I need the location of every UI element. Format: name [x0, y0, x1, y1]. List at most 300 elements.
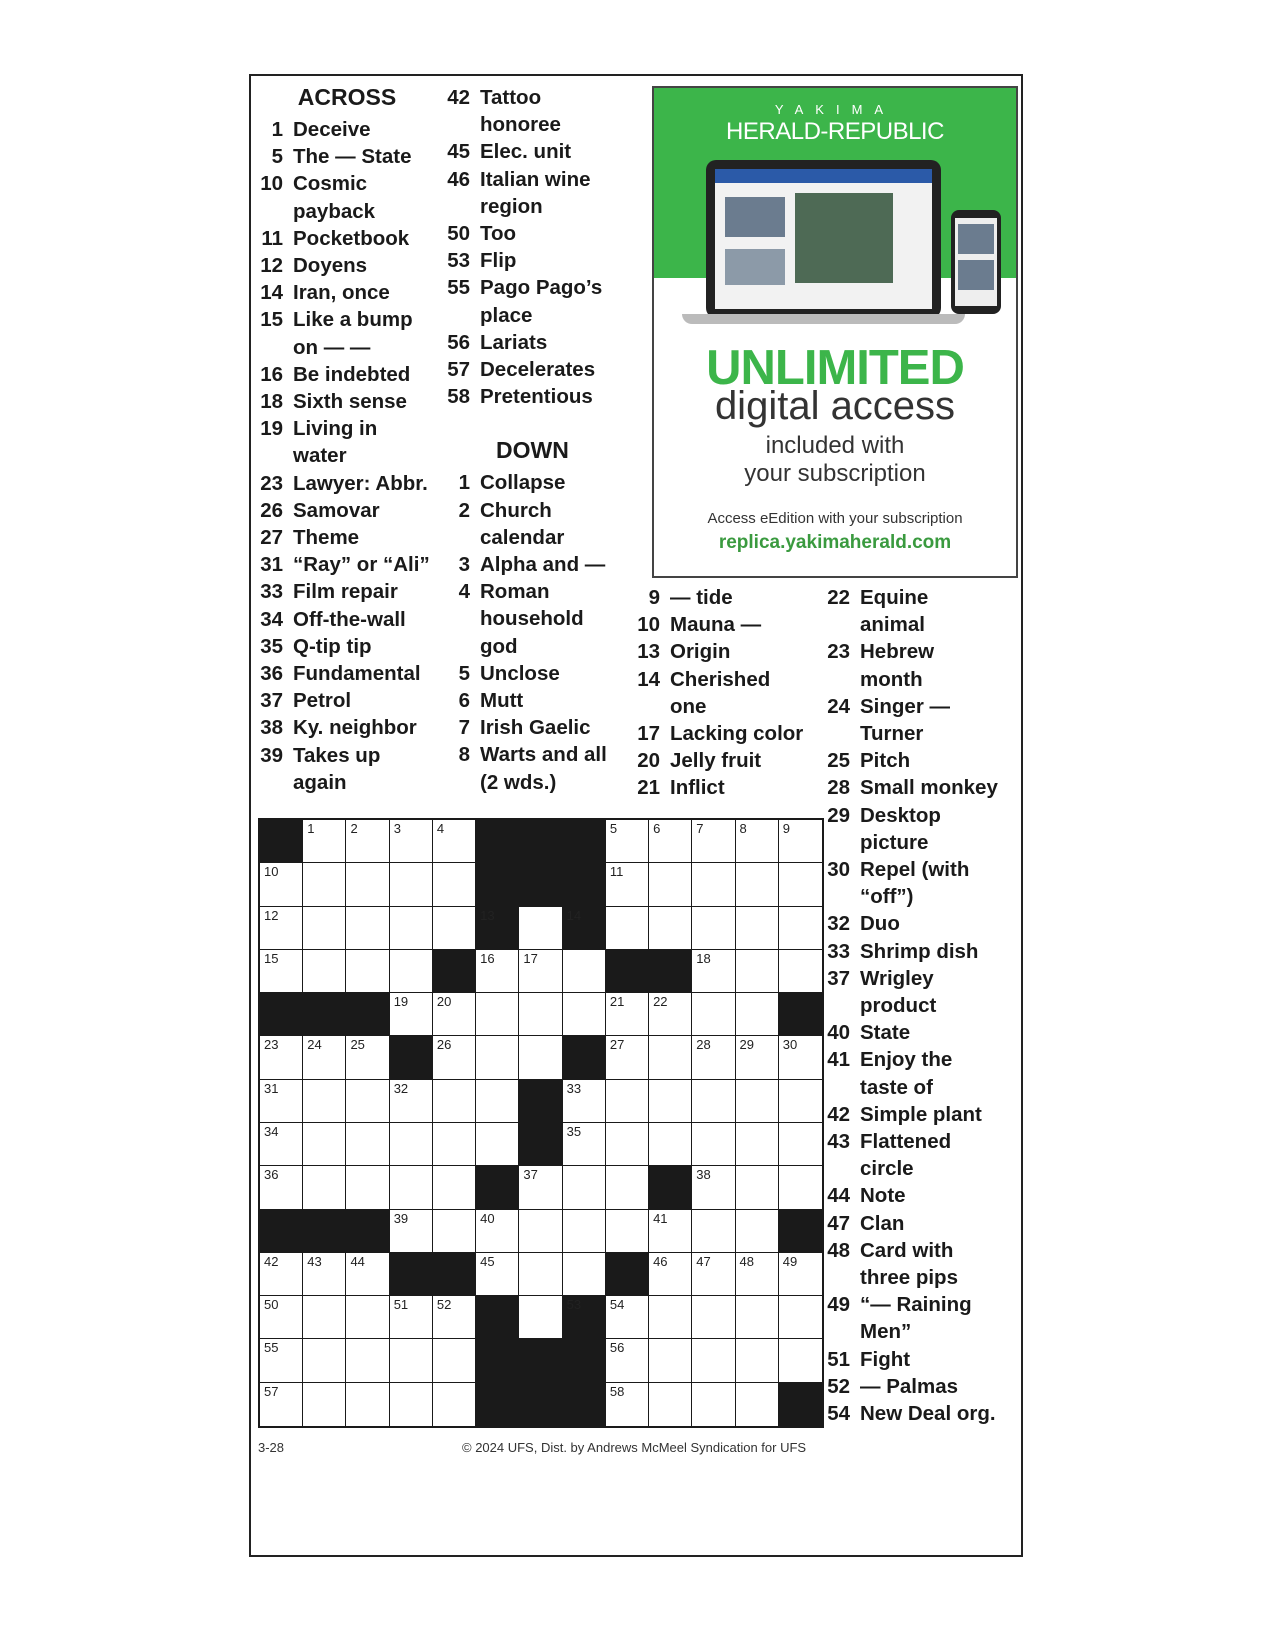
- grid-cell[interactable]: [649, 1383, 692, 1426]
- grid-cell[interactable]: [390, 1296, 433, 1339]
- grid-cell[interactable]: [260, 1080, 303, 1123]
- grid-cell[interactable]: [433, 993, 476, 1036]
- grid-cell[interactable]: [390, 907, 433, 950]
- grid-block: [519, 820, 562, 863]
- grid-cell[interactable]: [260, 1166, 303, 1209]
- clue-line: Italian wine: [480, 167, 591, 191]
- grid-cell[interactable]: [606, 907, 649, 950]
- cell-number: 20: [436, 994, 452, 1010]
- clue-item: [826, 938, 1016, 965]
- clue-text: [860, 693, 1016, 747]
- grid-block: [476, 1296, 519, 1339]
- grid-block: [476, 863, 519, 906]
- grid-cell[interactable]: [390, 1166, 433, 1209]
- clue-line: payback: [293, 199, 376, 223]
- grid-cell[interactable]: [476, 1036, 519, 1079]
- clue-item: [826, 802, 1016, 856]
- clue-line: Warts and all: [480, 743, 607, 767]
- grid-cell[interactable]: [303, 1296, 346, 1339]
- grid-block: [476, 820, 519, 863]
- grid-block: [779, 1383, 822, 1426]
- grid-cell[interactable]: [692, 993, 735, 1036]
- clue-line: again: [293, 770, 347, 794]
- ad-tagline: included with your subscription: [744, 432, 926, 487]
- grid-cell[interactable]: [519, 1253, 562, 1296]
- clue-item: [826, 910, 1016, 937]
- cell-number: 52: [436, 1297, 452, 1313]
- grid-cell[interactable]: [692, 1080, 735, 1123]
- grid-cell[interactable]: [736, 1339, 779, 1382]
- cell-number: 8: [739, 821, 747, 836]
- clue-item: [446, 551, 632, 578]
- grid-cell[interactable]: [649, 1339, 692, 1382]
- grid-cell[interactable]: [390, 1123, 433, 1166]
- cell-number: 17: [523, 950, 538, 966]
- clue-item: [826, 1210, 1016, 1237]
- grid-block: [649, 1166, 692, 1209]
- grid-cell[interactable]: [692, 1210, 735, 1253]
- clue-item: [446, 741, 632, 795]
- grid-cell[interactable]: [346, 1339, 389, 1382]
- grid-cell[interactable]: [736, 1166, 779, 1209]
- clue-line: Too: [480, 222, 517, 246]
- clue-text: [480, 274, 632, 328]
- grid-cell[interactable]: [346, 1296, 389, 1339]
- clue-number: 6: [458, 689, 470, 713]
- grid-cell[interactable]: [736, 863, 779, 906]
- clue-line: Doyens: [293, 254, 368, 278]
- grid-cell[interactable]: [260, 1296, 303, 1339]
- grid-block: [519, 1080, 562, 1123]
- grid-cell[interactable]: [433, 1383, 476, 1426]
- grid-cell[interactable]: [736, 950, 779, 993]
- grid-cell[interactable]: [260, 1123, 303, 1166]
- clue-text: [293, 578, 435, 605]
- grid-cell[interactable]: [346, 1036, 389, 1079]
- clue-number: 4: [458, 580, 470, 604]
- grid-cell[interactable]: [390, 1080, 433, 1123]
- clue-number: 36: [260, 662, 283, 686]
- cell-number: 13: [480, 907, 495, 923]
- clue-line: Unclose: [480, 661, 560, 685]
- grid-cell[interactable]: [433, 1036, 476, 1079]
- grid-cell[interactable]: [779, 1339, 822, 1382]
- grid-cell[interactable]: [519, 1296, 562, 1339]
- clue-line: Clan: [860, 1211, 905, 1235]
- grid-block: [476, 1166, 519, 1209]
- grid-cell[interactable]: [476, 993, 519, 1036]
- grid-cell[interactable]: [779, 863, 822, 906]
- clue-item: [826, 1128, 1016, 1182]
- clue-line: Pago Pago’s: [480, 276, 603, 300]
- clue-item: [636, 638, 816, 665]
- grid-cell[interactable]: [303, 1123, 346, 1166]
- grid-cell[interactable]: [736, 907, 779, 950]
- grid-cell[interactable]: [390, 820, 433, 863]
- clue-text: [860, 1237, 1016, 1291]
- clue-line: Inflict: [670, 776, 725, 800]
- grid-cell[interactable]: [260, 950, 303, 993]
- grid-cell[interactable]: [779, 1166, 822, 1209]
- grid-cell[interactable]: [433, 863, 476, 906]
- grid-cell[interactable]: [736, 820, 779, 863]
- clue-text: [293, 143, 435, 170]
- grid-block: [390, 1253, 433, 1296]
- clue-line: god: [480, 634, 518, 658]
- grid-cell[interactable]: [563, 1253, 606, 1296]
- grid-cell[interactable]: [303, 1383, 346, 1426]
- grid-cell[interactable]: [390, 1383, 433, 1426]
- grid-cell[interactable]: [563, 1080, 606, 1123]
- grid-cell[interactable]: [563, 950, 606, 993]
- clue-item: [826, 638, 1016, 692]
- grid-cell[interactable]: [303, 1080, 346, 1123]
- clue-number: 34: [260, 607, 283, 631]
- grid-cell[interactable]: [649, 863, 692, 906]
- clue-text: [670, 584, 816, 611]
- grid-cell[interactable]: [346, 1383, 389, 1426]
- clue-item: [259, 742, 435, 796]
- grid-block: [519, 1383, 562, 1426]
- clue-item: [446, 329, 632, 356]
- grid-cell[interactable]: [649, 907, 692, 950]
- grid-cell[interactable]: [692, 1253, 735, 1296]
- grid-cell[interactable]: [606, 1210, 649, 1253]
- clue-line: “Ray” or “Ali”: [293, 553, 430, 577]
- grid-cell[interactable]: [692, 1383, 735, 1426]
- grid-cell[interactable]: [476, 1253, 519, 1296]
- clue-line: water: [293, 444, 347, 468]
- grid-cell[interactable]: [736, 1080, 779, 1123]
- grid-cell[interactable]: [260, 1383, 303, 1426]
- grid-cell[interactable]: [736, 1253, 779, 1296]
- grid-cell[interactable]: [563, 993, 606, 1036]
- grid-block: [476, 907, 519, 950]
- clue-item: [636, 774, 816, 801]
- grid-block: [476, 1339, 519, 1382]
- clue-number: 43: [827, 1130, 850, 1154]
- clue-line: Small monkey: [860, 776, 998, 800]
- grid-cell[interactable]: [476, 950, 519, 993]
- clue-list: [636, 584, 816, 802]
- clue-item: [826, 747, 1016, 774]
- grid-cell[interactable]: [433, 1296, 476, 1339]
- grid-cell[interactable]: [346, 820, 389, 863]
- clue-number: 22: [827, 586, 850, 609]
- grid-cell[interactable]: [736, 993, 779, 1036]
- clue-number: 33: [827, 939, 850, 963]
- clue-text: [293, 524, 435, 551]
- grid-cell[interactable]: [606, 820, 649, 863]
- clue-number: 26: [260, 498, 283, 522]
- clue-number: 21: [637, 776, 660, 800]
- clue-item: [636, 584, 816, 611]
- clue-item: [259, 225, 435, 252]
- clue-item: [826, 1101, 1016, 1128]
- grid-cell[interactable]: [606, 1166, 649, 1209]
- grid-cell[interactable]: [606, 1080, 649, 1123]
- cell-number: 15: [264, 950, 279, 966]
- clue-line: Alpha and —: [480, 553, 606, 577]
- grid-cell[interactable]: [390, 1339, 433, 1382]
- clue-item: [446, 84, 632, 138]
- clue-line: Ky. neighbor: [293, 716, 417, 740]
- grid-block: [563, 907, 606, 950]
- grid-cell[interactable]: [606, 1383, 649, 1426]
- grid-block: [519, 1123, 562, 1166]
- clue-text: [860, 938, 1016, 965]
- clue-text: [480, 356, 632, 383]
- grid-cell[interactable]: [692, 1123, 735, 1166]
- cell-number: 33: [566, 1080, 582, 1096]
- clue-text: [860, 1346, 1016, 1373]
- phone-illustration: [951, 210, 1001, 314]
- grid-cell[interactable]: [649, 1036, 692, 1079]
- grid-cell[interactable]: [303, 1339, 346, 1382]
- clue-text: [293, 279, 435, 306]
- grid-cell[interactable]: [260, 907, 303, 950]
- grid-cell[interactable]: [649, 820, 692, 863]
- grid-cell[interactable]: [303, 1166, 346, 1209]
- clue-number: 29: [827, 803, 850, 827]
- grid-cell[interactable]: [779, 950, 822, 993]
- subscription-ad[interactable]: [652, 86, 1018, 578]
- grid-cell[interactable]: [519, 1210, 562, 1253]
- grid-cell[interactable]: [433, 820, 476, 863]
- clue-list: [259, 116, 435, 796]
- grid-cell[interactable]: [433, 1123, 476, 1166]
- grid-cell[interactable]: [649, 1296, 692, 1339]
- grid-cell[interactable]: [433, 1210, 476, 1253]
- grid-cell[interactable]: [692, 1296, 735, 1339]
- cell-number: 3: [393, 821, 401, 836]
- grid-cell[interactable]: [779, 907, 822, 950]
- down-column-4: [826, 584, 1016, 1427]
- clue-item: [446, 220, 632, 247]
- grid-block: [563, 820, 606, 863]
- clue-item: [826, 1346, 1016, 1373]
- clue-list: [446, 469, 632, 795]
- clue-number: 42: [447, 86, 470, 109]
- clue-text: [860, 1128, 1016, 1182]
- cell-number: 58: [609, 1383, 625, 1399]
- grid-cell[interactable]: [692, 863, 735, 906]
- cell-number: 24: [307, 1037, 322, 1053]
- clue-number: 48: [827, 1238, 850, 1262]
- grid-block: [260, 1210, 303, 1253]
- crossword-grid[interactable]: [258, 818, 824, 1428]
- clue-text: [670, 720, 816, 747]
- clue-number: 11: [261, 226, 283, 250]
- grid-cell[interactable]: [390, 1210, 433, 1253]
- grid-block: [563, 1339, 606, 1382]
- clue-item: [446, 660, 632, 687]
- cell-number: 55: [264, 1340, 279, 1356]
- cell-number: 23: [264, 1037, 279, 1053]
- grid-cell[interactable]: [563, 1123, 606, 1166]
- grid-cell[interactable]: [260, 1036, 303, 1079]
- grid-cell[interactable]: [736, 1123, 779, 1166]
- clue-text: [670, 666, 816, 720]
- clue-number: 25: [827, 749, 850, 773]
- grid-cell[interactable]: [649, 1123, 692, 1166]
- clue-item: [826, 1182, 1016, 1209]
- grid-cell[interactable]: [606, 1123, 649, 1166]
- grid-block: [519, 863, 562, 906]
- clue-line: picture: [860, 830, 929, 854]
- grid-cell[interactable]: [779, 1036, 822, 1079]
- clue-line: — Palmas: [860, 1374, 958, 1398]
- grid-cell[interactable]: [346, 863, 389, 906]
- grid-cell[interactable]: [779, 820, 822, 863]
- clue-line: Cosmic: [293, 172, 368, 196]
- clue-line: Wrigley: [860, 966, 934, 990]
- grid-cell[interactable]: [519, 1036, 562, 1079]
- grid-cell[interactable]: [649, 1210, 692, 1253]
- clue-item: [259, 551, 435, 578]
- grid-cell[interactable]: [736, 1296, 779, 1339]
- clue-text: [293, 470, 435, 497]
- clue-item: [259, 687, 435, 714]
- grid-cell[interactable]: [779, 1080, 822, 1123]
- cell-number: 54: [609, 1297, 625, 1313]
- grid-cell[interactable]: [692, 950, 735, 993]
- clue-number: 41: [827, 1048, 850, 1072]
- grid-cell[interactable]: [433, 1166, 476, 1209]
- grid-cell[interactable]: [346, 1253, 389, 1296]
- grid-cell[interactable]: [692, 1036, 735, 1079]
- grid-cell[interactable]: [390, 993, 433, 1036]
- ad-url-link[interactable]: replica.yakimaherald.com: [718, 532, 952, 553]
- clue-line: Like a bump: [293, 308, 413, 332]
- grid-cell[interactable]: [346, 907, 389, 950]
- grid-cell[interactable]: [606, 993, 649, 1036]
- clue-line: Hebrew: [860, 640, 935, 664]
- grid-cell[interactable]: [346, 950, 389, 993]
- grid-cell[interactable]: [692, 820, 735, 863]
- clue-item: [826, 584, 1016, 638]
- ad-brand-top: YAKIMA: [774, 102, 896, 117]
- cell-number: 41: [653, 1210, 668, 1226]
- grid-cell[interactable]: [736, 1383, 779, 1426]
- clue-line: Desktop: [860, 803, 941, 827]
- grid-cell[interactable]: [692, 1166, 735, 1209]
- clue-number: 49: [827, 1293, 850, 1317]
- clue-text: [480, 329, 632, 356]
- grid-cell[interactable]: [692, 907, 735, 950]
- clue-number: 51: [827, 1347, 850, 1371]
- grid-cell[interactable]: [519, 907, 562, 950]
- clue-number: 14: [260, 281, 283, 305]
- clue-line: animal: [860, 613, 925, 637]
- clue-text: [293, 551, 435, 578]
- grid-cell[interactable]: [736, 1036, 779, 1079]
- grid-cell[interactable]: [563, 1166, 606, 1209]
- grid-cell[interactable]: [779, 1296, 822, 1339]
- clue-text: [860, 965, 1016, 1019]
- grid-cell[interactable]: [606, 863, 649, 906]
- grid-cell[interactable]: [346, 1166, 389, 1209]
- grid-cell[interactable]: [779, 1123, 822, 1166]
- grid-cell[interactable]: [260, 1339, 303, 1382]
- clue-line: Samovar: [293, 498, 380, 522]
- grid-cell[interactable]: [563, 1210, 606, 1253]
- clue-text: [480, 469, 632, 496]
- clue-line: one: [670, 694, 707, 718]
- clue-text: [480, 741, 632, 795]
- grid-block: [779, 1210, 822, 1253]
- grid-cell[interactable]: [649, 993, 692, 1036]
- grid-cell[interactable]: [303, 1036, 346, 1079]
- clue-line: Fight: [860, 1347, 911, 1371]
- grid-cell[interactable]: [692, 1339, 735, 1382]
- grid-cell[interactable]: [303, 1253, 346, 1296]
- clue-number: 17: [637, 722, 660, 746]
- clue-number: 57: [447, 358, 470, 382]
- grid-cell[interactable]: [303, 863, 346, 906]
- grid-cell[interactable]: [303, 907, 346, 950]
- grid-block: [563, 1036, 606, 1079]
- grid-cell[interactable]: [346, 1080, 389, 1123]
- grid-cell[interactable]: [606, 1036, 649, 1079]
- clue-line: — tide: [670, 586, 733, 609]
- grid-cell[interactable]: [779, 1253, 822, 1296]
- clue-number: 56: [447, 330, 470, 354]
- across-column-1: [259, 84, 435, 796]
- grid-cell[interactable]: [433, 907, 476, 950]
- grid-cell[interactable]: [346, 1123, 389, 1166]
- grid-cell[interactable]: [649, 1253, 692, 1296]
- clue-line: Mauna —: [670, 613, 762, 637]
- clue-line: Elec. unit: [480, 140, 572, 164]
- grid-block: [260, 820, 303, 863]
- clue-number: 18: [260, 390, 283, 414]
- grid-cell[interactable]: [736, 1210, 779, 1253]
- clue-line: Collapse: [480, 471, 566, 495]
- grid-cell[interactable]: [390, 950, 433, 993]
- clue-item: [826, 965, 1016, 1019]
- clue-number: 14: [637, 667, 660, 691]
- clue-number: 32: [827, 912, 850, 936]
- grid-cell[interactable]: [476, 1210, 519, 1253]
- grid-cell[interactable]: [260, 1253, 303, 1296]
- cell-number: 29: [739, 1037, 754, 1053]
- grid-cell[interactable]: [390, 863, 433, 906]
- grid-cell[interactable]: [519, 950, 562, 993]
- clue-line: Enjoy the: [860, 1048, 953, 1072]
- cell-number: 53: [566, 1297, 582, 1313]
- grid-cell[interactable]: [260, 863, 303, 906]
- clue-text: [293, 606, 435, 633]
- grid-cell[interactable]: [433, 1080, 476, 1123]
- grid-cell[interactable]: [649, 1080, 692, 1123]
- cell-number: 31: [264, 1080, 279, 1096]
- clue-text: [480, 84, 632, 138]
- grid-cell[interactable]: [303, 950, 346, 993]
- grid-cell[interactable]: [303, 820, 346, 863]
- cell-number: 34: [264, 1123, 279, 1139]
- grid-cell[interactable]: [606, 1296, 649, 1339]
- clue-line: New Deal org.: [860, 1402, 996, 1426]
- grid-cell[interactable]: [606, 1339, 649, 1382]
- grid-cell[interactable]: [519, 1166, 562, 1209]
- down-heading: DOWN: [496, 437, 569, 464]
- grid-cell[interactable]: [476, 1123, 519, 1166]
- grid-cell[interactable]: [433, 1339, 476, 1382]
- clue-item: [446, 138, 632, 165]
- grid-cell[interactable]: [519, 993, 562, 1036]
- grid-cell[interactable]: [476, 1080, 519, 1123]
